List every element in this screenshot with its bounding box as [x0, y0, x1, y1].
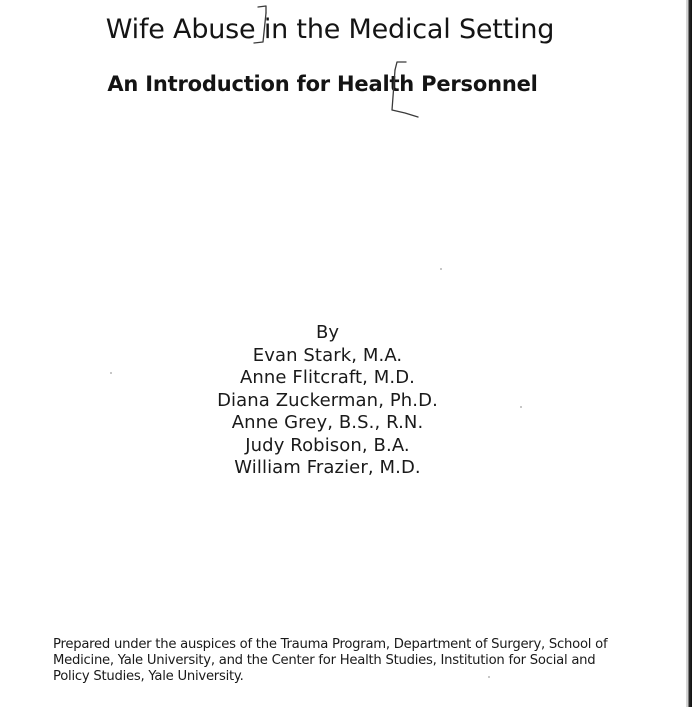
author-name: Anne Flitcraft, M.D. [239, 367, 416, 388]
author-name: Anne Grey, B.S., R.N. [231, 412, 424, 433]
author-name: Judy Robison, B.A. [245, 434, 410, 456]
scan-speck [440, 268, 442, 270]
scan-speck [110, 372, 112, 374]
sponsorship-note: Prepared under the auspices of the Trauma Program, Department of Surgery, School of Medicine, Yale University, and the Center for Health Studies, Institution for Social and Policy Studies, Yale University. [53, 637, 608, 684]
authors-block [0, 322, 655, 480]
by-label: By [315, 322, 339, 343]
scan-speck [488, 676, 490, 678]
author-name: William Frazier, M.D. [234, 457, 421, 478]
author-name: Evan Stark, M.A. [252, 344, 403, 366]
author-name: Diana Zuckerman, Ph.D. [217, 389, 438, 411]
scan-edge-border [686, 0, 692, 707]
document-title: Wife Abuse in the Medical Setting [105, 14, 555, 45]
scan-speck [520, 406, 522, 408]
document-subtitle: An Introduction for Health Personnel [107, 72, 538, 96]
